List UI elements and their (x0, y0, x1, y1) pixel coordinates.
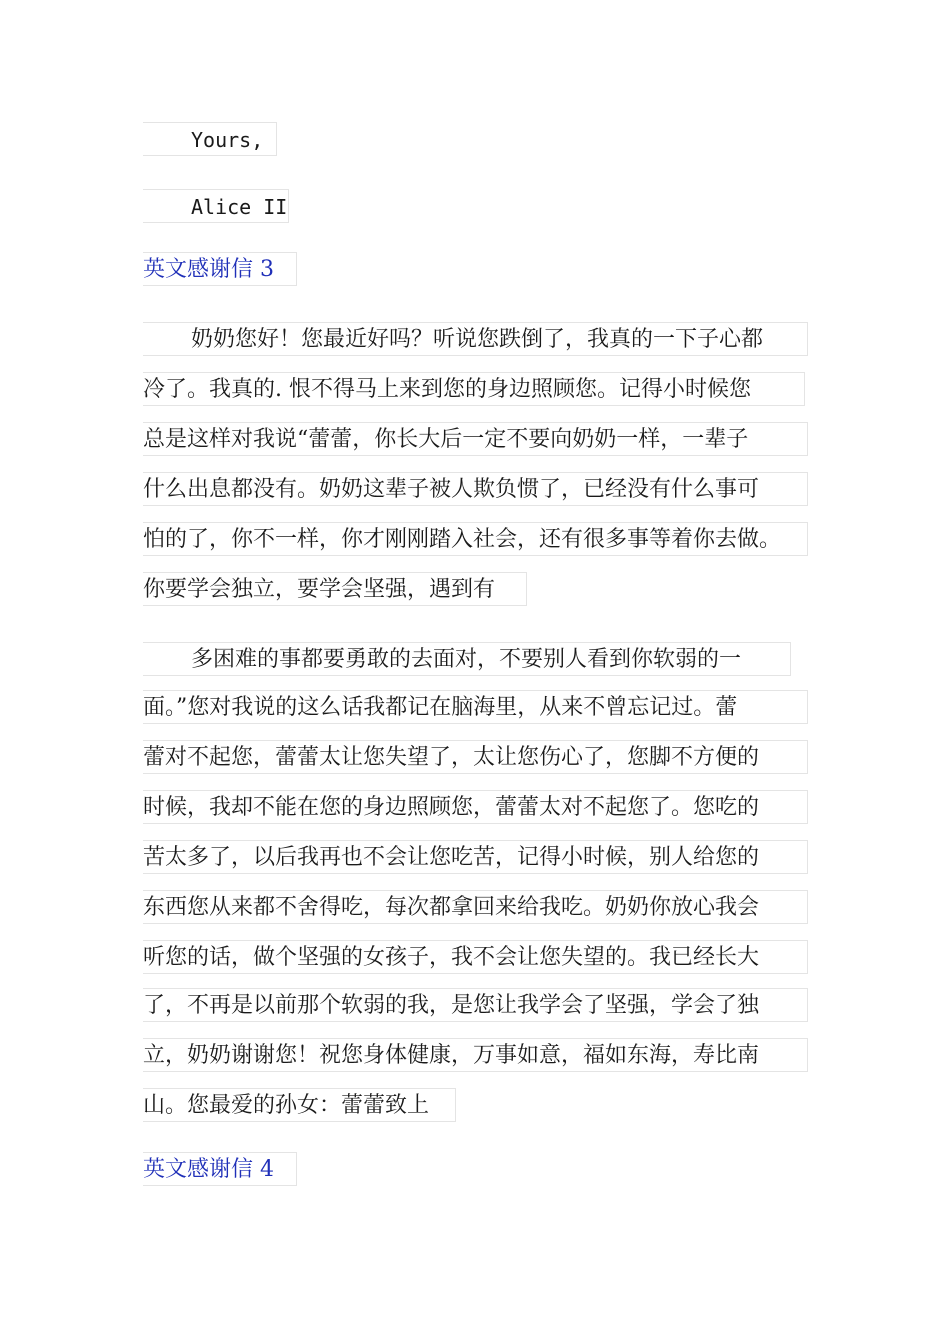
paragraph-line: 蕾对不起您，蕾蕾太让您失望了，太让您伤心了，您脚不方便的 (143, 740, 808, 774)
section-heading-letter-4: 英文感谢信 4 (143, 1152, 297, 1186)
paragraph-line: 怕的了，你不一样，你才刚刚踏入社会，还有很多事等着你去做。 (143, 522, 808, 556)
signature: Alice II (143, 189, 289, 223)
paragraph-line: 什么出息都没有。奶奶这辈子被人欺负惯了，已经没有什么事可 (143, 472, 808, 506)
paragraph-line: 面。”您对我说的这么话我都记在脑海里，从来不曾忘记过。蕾 (143, 690, 808, 724)
paragraph-line: 多困难的事都要勇敢的去面对，不要别人看到你软弱的一 (143, 642, 791, 676)
paragraph-line: 时候，我却不能在您的身边照顾您，蕾蕾太对不起您了。您吃的 (143, 790, 808, 824)
paragraph-line: 你要学会独立，要学会坚强，遇到有 (143, 572, 527, 606)
section-heading-letter-3: 英文感谢信 3 (143, 252, 297, 286)
paragraph-line: 立，奶奶谢谢您！祝您身体健康，万事如意，福如东海，寿比南 (143, 1038, 808, 1072)
valediction: Yours, (143, 122, 277, 156)
paragraph-line: 东西您从来都不舍得吃，每次都拿回来给我吃。奶奶你放心我会 (143, 890, 808, 924)
paragraph-line: 冷了。我真的. 恨不得马上来到您的身边照顾您。记得小时候您 (143, 372, 805, 406)
paragraph-line: 奶奶您好！您最近好吗？听说您跌倒了，我真的一下子心都 (143, 322, 808, 356)
paragraph-line: 听您的话，做个坚强的女孩子，我不会让您失望的。我已经长大 (143, 940, 808, 974)
paragraph-line: 苦太多了，以后我再也不会让您吃苦，记得小时候，别人给您的 (143, 840, 808, 874)
paragraph-line: 山。您最爱的孙女：蕾蕾致上 (143, 1088, 456, 1122)
paragraph-line: 总是这样对我说“蕾蕾，你长大后一定不要向奶奶一样，一辈子 (143, 422, 808, 456)
paragraph-line: 了，不再是以前那个软弱的我，是您让我学会了坚强，学会了独 (143, 988, 808, 1022)
